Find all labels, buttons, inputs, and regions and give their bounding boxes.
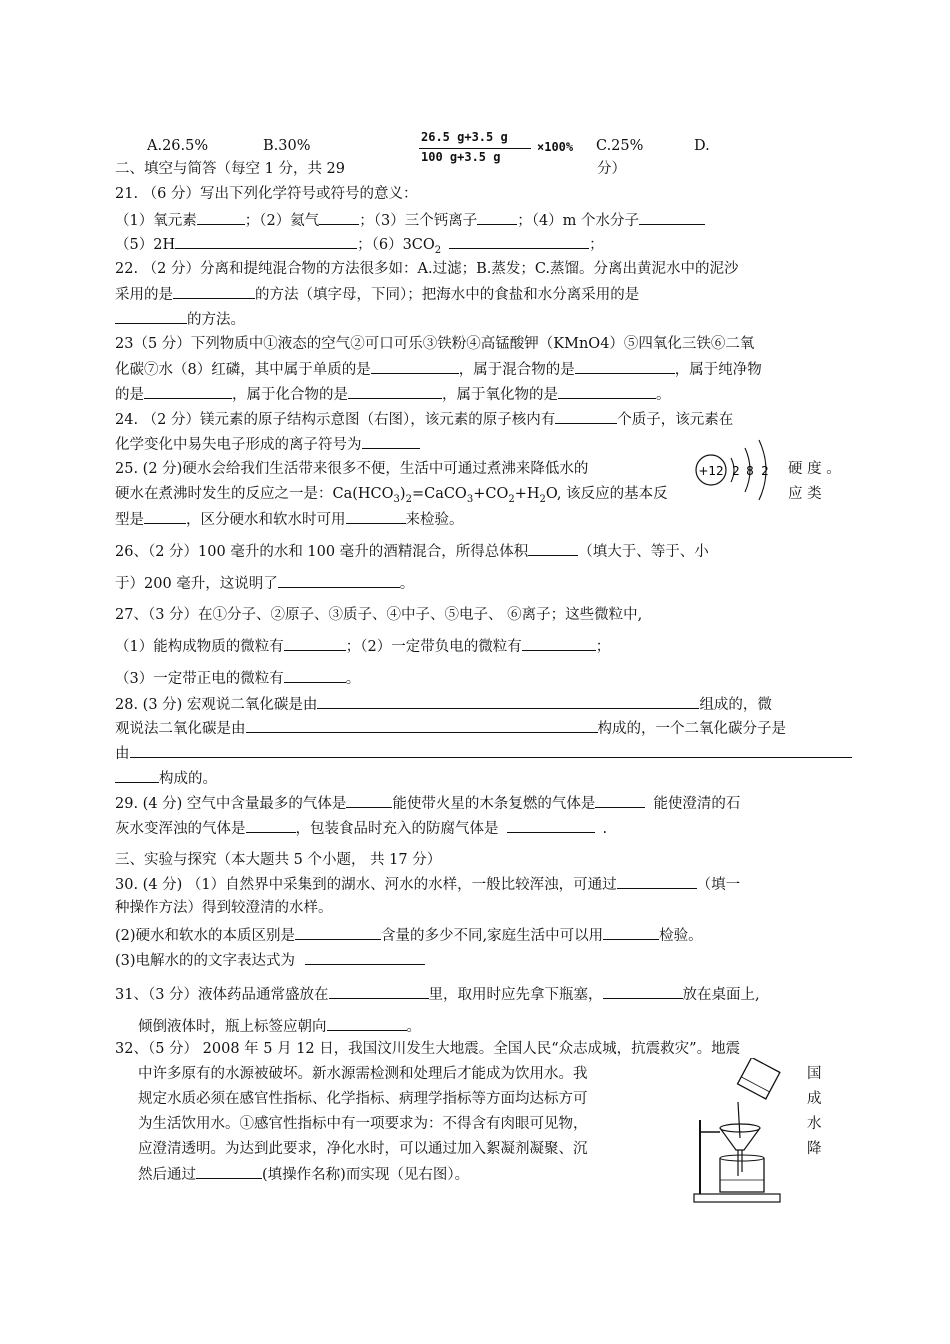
- q23-line-2a: 化碳⑦水（8）红磷，其中属于单质的是: [115, 362, 371, 378]
- answer-blank[interactable]: [284, 668, 346, 683]
- q22-line-3-text: 的方法。: [187, 312, 245, 328]
- q32-line-3-right: 成: [807, 1091, 822, 1107]
- q21-p3: ；（3）三个钙离子: [359, 213, 478, 229]
- q21-line-1: [115, 210, 705, 231]
- q28-text: 构成的，一个二氧化碳分子是: [597, 721, 786, 737]
- q26-line-2: [115, 573, 414, 594]
- q26-text: （填大于、等于、小: [578, 544, 709, 560]
- answer-blank[interactable]: [558, 384, 656, 399]
- q29-text: 29. (4 分) 空气中含量最多的气体是: [115, 796, 347, 812]
- answer-blank[interactable]: [246, 818, 296, 833]
- q23-line-1: 23（5 分）下列物质中①液态的空气②可口可乐③铁粉④高锰酸钾（KMnO4）⑤四氧化三铁⑥二氧: [115, 336, 755, 352]
- q20-option-a: A.26.5%: [147, 138, 209, 154]
- q25-text: ，区分硬水和软水时可用: [186, 512, 346, 528]
- q26-text: 26、（2 分）100 毫升的水和 100 毫升的酒精混合，所得总体积: [115, 544, 529, 560]
- q22-line-2a: 采用的是: [115, 287, 173, 303]
- q28-text: 观说法二氧化碳是由: [115, 721, 246, 737]
- q25-text: O, 该反应的基本反: [545, 486, 668, 502]
- q23-line-3b: ，属于化合物的是: [232, 387, 348, 403]
- q25-text: ): [399, 486, 406, 502]
- q32-line-6: [138, 1164, 469, 1185]
- q30-text: (3)电解水的的文字表达式为: [115, 953, 296, 969]
- q31-text: 放在桌面上,: [682, 987, 760, 1003]
- shell-electron-count: 2: [761, 464, 769, 478]
- q29-line-1: [115, 793, 740, 814]
- answer-blank[interactable]: [130, 743, 852, 758]
- q28-line-2: [115, 718, 786, 739]
- q26-line-1: [115, 541, 709, 562]
- q30-text: (2)硬水和软水的本质区别是: [115, 928, 296, 944]
- q29-text: 能使带火星的木条复燃的气体是: [392, 796, 596, 812]
- answer-blank[interactable]: [246, 718, 598, 733]
- q27-text: （3）一定带正电的微粒有: [115, 671, 284, 687]
- q28-text: 由: [115, 746, 130, 762]
- q23-line-3c: ，属于氧化物的是: [442, 387, 558, 403]
- answer-blank[interactable]: [603, 925, 659, 940]
- answer-blank[interactable]: [317, 694, 699, 709]
- shell-electron-count: 8: [746, 464, 754, 478]
- glass-rod: [738, 1102, 740, 1138]
- formula-denominator: 100 g+3.5 g: [421, 150, 501, 164]
- q25-line-2: [115, 484, 668, 510]
- answer-blank[interactable]: [115, 768, 159, 783]
- q31-line-1: [115, 984, 760, 1005]
- answer-blank[interactable]: [173, 284, 255, 299]
- q25-text: +H: [514, 486, 540, 502]
- q21-p1: （1）氧元素: [115, 213, 197, 229]
- q28-line-4: [115, 768, 217, 789]
- answer-blank[interactable]: [329, 984, 429, 999]
- q20-formula: [417, 128, 577, 168]
- q23-line-2b: ，属于混合物的是: [458, 362, 575, 378]
- answer-blank[interactable]: [144, 509, 186, 524]
- q30-line-2: 种操作方法）得到较澄清的水样。: [115, 900, 333, 916]
- answer-blank[interactable]: [522, 636, 596, 651]
- formula-times: ×100%: [537, 140, 574, 154]
- q27-text: 。: [345, 671, 361, 687]
- q29-text: 能使澄清的石: [653, 796, 741, 812]
- q29-line-2: [115, 818, 607, 839]
- q22-line-2b: 的方法（填字母，下同）；把海水中的食盐和水分离采用的是: [255, 287, 640, 303]
- pouring-beaker: [738, 1058, 780, 1099]
- q30-text: （填一: [696, 877, 741, 893]
- q31-text: 。: [406, 1019, 421, 1035]
- q30-line-4: [115, 950, 425, 971]
- q29-text: ，包装食品时充入的防腐气体是: [295, 821, 499, 837]
- q24-line-2-text: 化学变化中易失电子形成的离子符号为: [115, 437, 362, 453]
- subscript: 2: [539, 493, 546, 505]
- q22-line-3: [115, 309, 245, 330]
- answer-blank[interactable]: [362, 434, 420, 449]
- q21-p2: ；（2）氦气: [244, 213, 320, 229]
- answer-blank[interactable]: [348, 384, 442, 399]
- q23-line-2c: ，属于纯净物: [674, 362, 762, 378]
- q25-text: 硬水在煮沸时发生的反应之一是：Ca(HCO: [115, 486, 394, 502]
- q28-text: 28. (3 分) 宏观说二氧化碳是由: [115, 697, 318, 713]
- shell-electron-count: 2: [732, 464, 740, 478]
- answer-blank[interactable]: [327, 1016, 407, 1031]
- answer-blank[interactable]: [319, 210, 359, 225]
- q27-line-3: [115, 668, 360, 689]
- q26-text: 于）200 毫升，这说明了: [115, 576, 278, 592]
- answer-blank[interactable]: [507, 818, 595, 833]
- q28-text: 构成的。: [159, 771, 217, 787]
- answer-blank[interactable]: [278, 573, 400, 588]
- q21-line-2: [115, 234, 604, 261]
- q22-line-1: 22. （2 分）分离和提纯混合物的方法很多如：A.过滤；B.蒸发；C.蒸馏。分离出黄泥水中的泥沙: [115, 261, 739, 277]
- answer-blank[interactable]: [346, 509, 406, 524]
- answer-blank[interactable]: [346, 793, 392, 808]
- section2-title: 二、填空与简答（每空 1 分，共 29: [115, 161, 346, 177]
- answer-blank[interactable]: [603, 984, 683, 999]
- section2-title-tail: 分）: [597, 161, 626, 177]
- q25-text: 型是: [115, 512, 144, 528]
- answer-blank[interactable]: [371, 359, 459, 374]
- q27-text: （1）能构成物质的微粒有: [115, 639, 284, 655]
- q21-p6-sub: 2: [434, 244, 442, 256]
- q23-line-3a: 的是: [115, 387, 144, 403]
- q29-text: .: [602, 821, 608, 837]
- q27-line-2: [115, 636, 610, 657]
- q28-text: 组成的，微: [699, 697, 772, 713]
- q32-text: 然后通过: [138, 1167, 196, 1183]
- answer-blank[interactable]: [284, 636, 346, 651]
- fraction-bar: [419, 148, 531, 149]
- q20-option-b: B.30%: [263, 138, 311, 154]
- q31-text: 31、（3 分）液体药品通常盛放在: [115, 987, 329, 1003]
- q21-stem: 21. （6 分）写出下列化学符号或符号的意义：: [115, 186, 418, 202]
- subscript: 3: [466, 493, 474, 505]
- answer-blank[interactable]: [115, 309, 187, 324]
- q32-line-5-right: 降: [807, 1141, 822, 1157]
- q25-line-2-right: 应 类: [788, 486, 822, 502]
- q22-line-2: [115, 284, 639, 305]
- q23-line-3: [115, 384, 671, 405]
- q27-line-1: 27、（3 分）在①分子、②原子、③质子、④中子、⑤电子、 ⑥离子；这些微粒中,: [115, 607, 643, 623]
- q27-text: ；（2）一定带负电的微粒有: [345, 639, 522, 655]
- q23-line-2: [115, 359, 762, 380]
- q24-line-1a: 24. （2 分）镁元素的原子结构示意图（右图），该元素的原子核内有: [115, 412, 556, 428]
- answer-blank[interactable]: [528, 541, 578, 556]
- nucleus-charge: +12: [698, 464, 724, 478]
- answer-blank[interactable]: [295, 925, 381, 940]
- q20-option-d: D.: [694, 138, 710, 154]
- q26-text: 。: [399, 576, 415, 592]
- q23-line-3d: 。: [656, 387, 671, 403]
- q30-text: 30. (4 分) （1）自然界中采集到的湖水、河水的水样，一般比较浑浊，可通过: [115, 877, 617, 893]
- q30-text: 检验。: [659, 928, 703, 944]
- q20-option-c: C.25%: [596, 138, 644, 154]
- magnesium-atom-diagram: [687, 432, 787, 512]
- answer-blank[interactable]: [555, 409, 617, 424]
- answer-blank[interactable]: [575, 359, 675, 374]
- answer-blank[interactable]: [595, 793, 645, 808]
- q30-line-3: [115, 925, 703, 946]
- subscript: 2: [405, 493, 412, 505]
- q25-line-1: 25. (2 分)硬水会给我们生活带来很多不便，生活中可通过煮沸来降低水的: [115, 461, 589, 477]
- q25-line-1-right: 硬 度 。: [788, 461, 841, 477]
- stand-base: [694, 1194, 780, 1202]
- q27-text: ；: [595, 639, 611, 655]
- q32-text: (填操作名称)而实现（见右图）。: [262, 1167, 470, 1183]
- answer-blank[interactable]: [477, 210, 517, 225]
- q24-line-2: [115, 434, 420, 455]
- q32-line-2: 中许多原有的水源被破坏。新水源需检测和处理后才能成为饮用水。我: [138, 1066, 588, 1082]
- subscript: 3: [393, 493, 400, 505]
- answer-blank[interactable]: [144, 384, 232, 399]
- filtration-apparatus-illustration: [690, 1058, 785, 1208]
- q32-line-1: 32、（5 分） 2008 年 5 月 12 日，我国汶川发生大地震。全国人民“众志成城，抗震救灾”。地震: [115, 1041, 741, 1057]
- section3-title: 三、实验与探究（本大题共 5 个小题， 共 17 分）: [115, 852, 442, 868]
- q29-text: 灰水变浑浊的气体是: [115, 821, 246, 837]
- q28-line-1: [115, 694, 772, 715]
- answer-blank[interactable]: [196, 1164, 262, 1179]
- q25-text: =CaCO: [411, 486, 467, 502]
- q28-line-3: [115, 743, 852, 764]
- q31-text: 倾倒液体时，瓶上标签应朝向: [138, 1019, 327, 1035]
- q21-p6-end: ；: [589, 237, 604, 253]
- q21-p5: （5）2H: [115, 237, 176, 253]
- answer-blank[interactable]: [305, 950, 425, 965]
- subscript: 2: [508, 493, 515, 505]
- q32-line-4: 为生活饮用水。①感官性指标中有一项要求为：不得含有肉眼可见物，: [138, 1116, 588, 1132]
- q24-line-1: [115, 409, 733, 430]
- answer-blank[interactable]: [617, 874, 697, 889]
- q25-text: 来检验。: [405, 512, 464, 528]
- q31-line-2: [138, 1016, 421, 1037]
- q32-line-3: 规定水质必须在感官性指标、化学指标、病理学指标等方面均达标方可: [138, 1091, 588, 1107]
- formula-numerator: 26.5 g+3.5 g: [421, 130, 508, 144]
- q30-text: 含量的多少不同,家庭生活中可以用: [381, 928, 604, 944]
- q25-text: +CO: [473, 486, 509, 502]
- answer-blank[interactable]: [175, 234, 357, 249]
- q25-line-3: [115, 509, 464, 530]
- q24-line-1b: 个质子，该元素在: [617, 412, 734, 428]
- answer-blank[interactable]: [639, 210, 705, 225]
- q32-line-2-right: 国: [807, 1066, 822, 1082]
- q31-text: 里，取用时应先拿下瓶塞，: [428, 987, 603, 1003]
- q32-line-5: 应澄清透明。为达到此要求，净化水时，可以通过加入絮凝剂凝聚、沉: [138, 1141, 588, 1157]
- answer-blank[interactable]: [197, 210, 245, 225]
- q30-line-1: [115, 874, 740, 895]
- q21-p6: ；（6）3CO: [357, 237, 435, 253]
- q32-line-4-right: 水: [807, 1116, 822, 1132]
- answer-blank[interactable]: [449, 234, 589, 249]
- q21-p4: ；（4）m 个水分子: [517, 213, 640, 229]
